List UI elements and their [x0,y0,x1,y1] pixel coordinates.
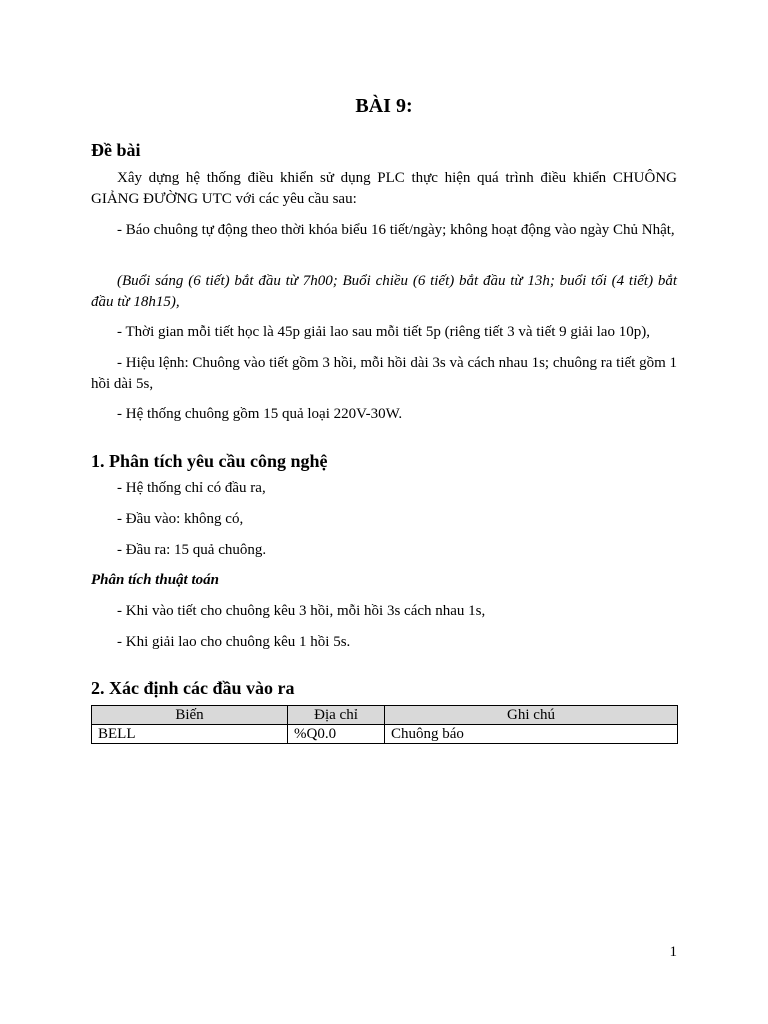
problem-heading: Đề bài [91,140,141,160]
requirement-3: - Hiệu lệnh: Chuông vào tiết gồm 3 hồi, mỗi hồi dài 3s và cách nhau 1s; chuông ra tiết gồm 1 hồi dài 5s, [91,355,677,392]
analysis-line: - Đầu ra: 15 quả chuông. [117,542,267,558]
table-cell-address: %Q0.0 [288,725,385,744]
page-number: 1 [669,944,677,960]
section-1-heading: 1. Phân tích yêu cầu công nghệ [91,451,328,471]
column-header-variable: Biến [92,706,288,725]
algorithm-subheading: Phân tích thuật toán [91,572,219,588]
algorithm-line: - Khi giải lao cho chuông kêu 1 hồi 5s. [117,634,351,650]
requirement-1: - Báo chuông tự động theo thời khóa biểu 16 tiết/ngày; không hoạt động vào ngày Chủ Nhật, [117,222,675,238]
problem-intro: Xây dựng hệ thống điều khiển sử dụng PLC thực hiện quá trình điều khiển CHUÔNG GIẢNG ĐƯỜNG UTC với các yêu cầu sau: [91,170,677,207]
requirement-4: - Hệ thống chuông gồm 15 quả loại 220V-30W. [117,406,403,422]
table-cell-variable: BELL [92,725,288,744]
section-2-heading: 2. Xác định các đầu vào ra [91,678,295,698]
algorithm-line: - Khi vào tiết cho chuông kêu 3 hồi, mỗi hồi 3s cách nhau 1s, [117,603,486,619]
table-cell-note: Chuông báo [385,725,678,744]
analysis-line: - Đầu vào: không có, [117,511,244,527]
io-table [91,705,678,744]
requirement-1-note: (Buổi sáng (6 tiết) bắt đầu từ 7h00; Buổi chiều (6 tiết) bắt đầu từ 13h; buổi tối (4 tiết) bắt đầu từ 18h15), [91,273,677,310]
table-header-row [92,706,678,725]
table-row [92,725,678,744]
column-header-note: Ghi chú [385,706,678,725]
requirement-2: - Thời gian mỗi tiết học là 45p giải lao sau mỗi tiết 5p (riêng tiết 3 và tiết 9 giải lao 10p), [117,324,650,340]
column-header-address: Địa chỉ [288,706,385,725]
page-title: BÀI 9: [355,95,413,117]
analysis-line: - Hệ thống chỉ có đầu ra, [117,480,266,496]
document-page [91,0,677,1024]
